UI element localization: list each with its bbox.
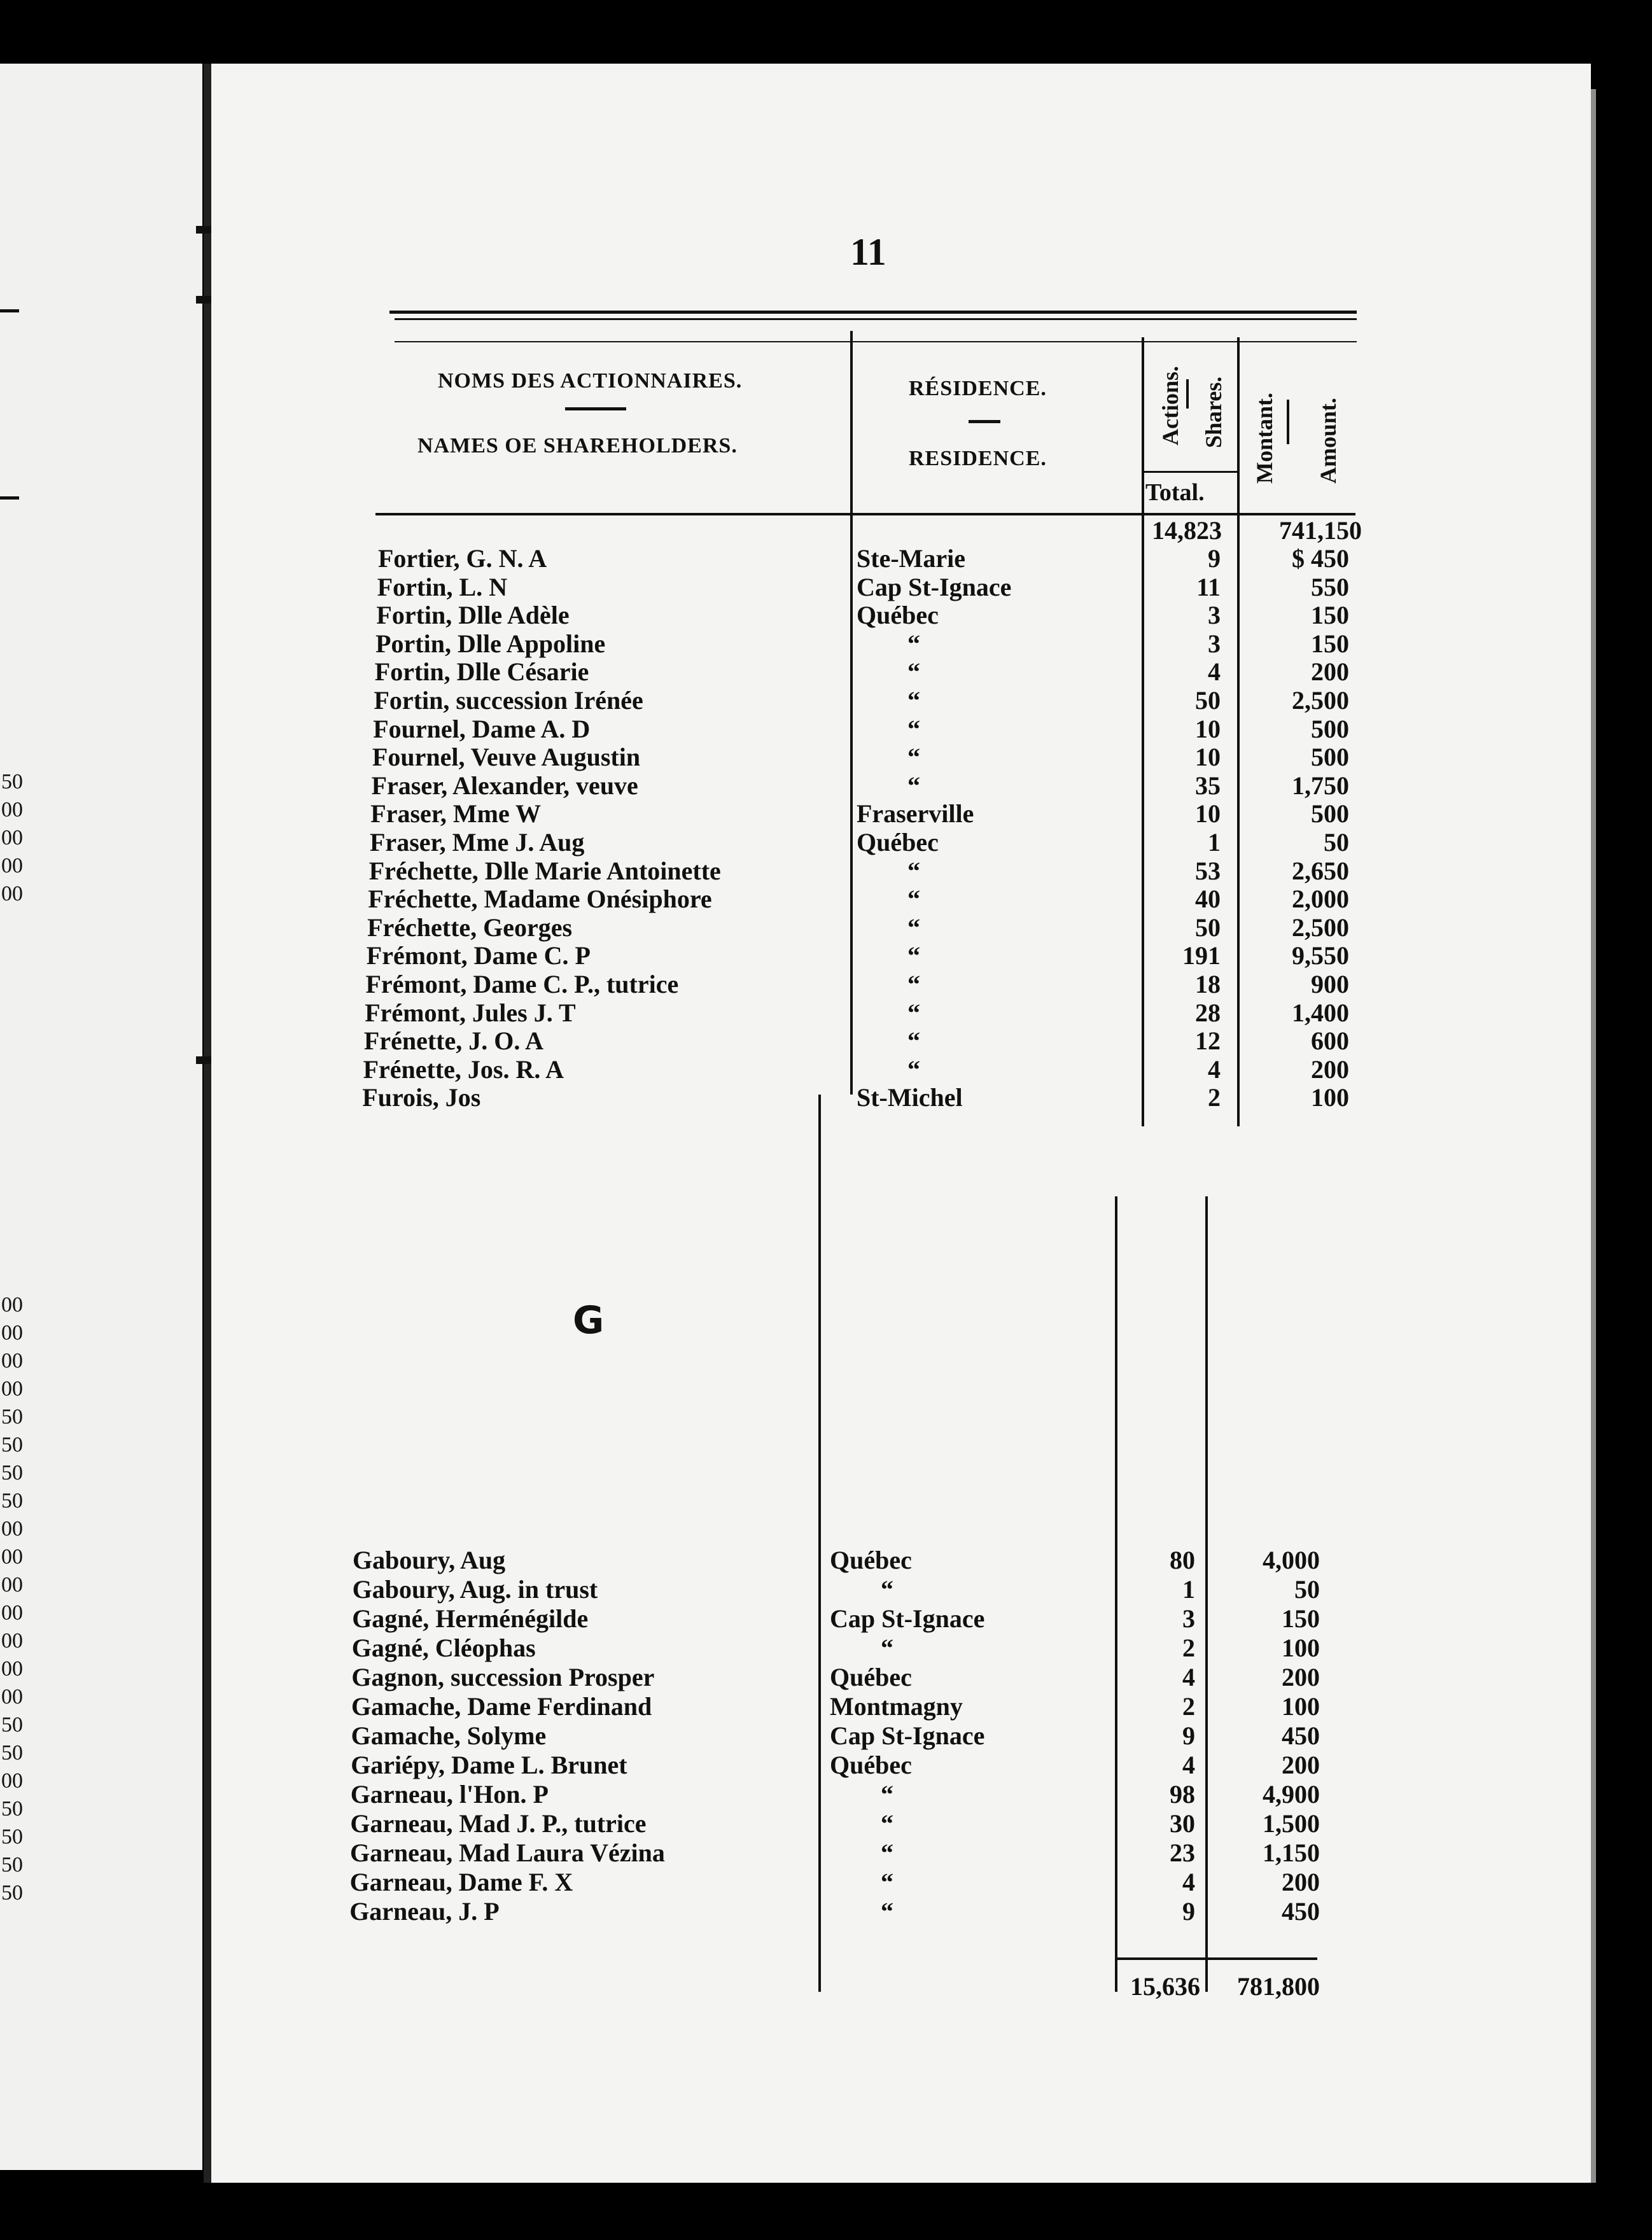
facing-page-fragment: 00 xyxy=(1,1321,23,1345)
facing-page-fragment: 50 xyxy=(1,1825,23,1849)
shareholder-residence: “ xyxy=(907,657,920,687)
shareholder-row xyxy=(375,630,1355,659)
shareholder-residence: “ xyxy=(907,941,920,970)
header-rule-second xyxy=(395,318,1357,320)
header-amount: Amount. xyxy=(1315,397,1341,484)
carried-forward-amount: 741,150 xyxy=(1279,516,1362,545)
shareholder-residence: “ xyxy=(907,856,920,885)
shareholder-residence: Cap St-Ignace xyxy=(829,1721,985,1750)
shareholder-name: Furois, Jos xyxy=(362,1083,481,1112)
shareholder-amount: 200 xyxy=(1281,1868,1320,1896)
shareholder-amount: 500 xyxy=(1310,799,1349,829)
facing-page-rule xyxy=(0,496,19,500)
facing-page-fragment: 50 xyxy=(1,1881,23,1905)
shareholder-name: Fortin, succession Irénée xyxy=(374,686,643,715)
shareholder-row xyxy=(352,1605,1330,1634)
shareholder-shares: 2 xyxy=(1182,1692,1195,1721)
total-label-rule xyxy=(1142,471,1237,473)
shareholder-shares: 4 xyxy=(1182,1663,1195,1691)
header-dash xyxy=(1186,379,1189,409)
shareholder-name: Fréchette, Dlle Marie Antoinette xyxy=(368,856,721,885)
facing-page-fragment: 00 xyxy=(1,1657,23,1681)
shareholder-name: Fortin, L. N xyxy=(377,572,508,601)
shareholder-residence: “ xyxy=(907,885,920,914)
shareholder-residence: “ xyxy=(907,913,920,942)
facing-page-fragment: 00 xyxy=(1,1545,23,1569)
shareholder-row xyxy=(349,1898,1330,1927)
shareholder-name: Fraser, Alexander, veuve xyxy=(371,771,638,800)
shareholder-row xyxy=(363,1056,1355,1085)
shareholder-shares: 53 xyxy=(1194,856,1221,885)
shareholder-name: Fréchette, Georges xyxy=(367,913,573,942)
shareholder-residence: Ste-Marie xyxy=(857,544,966,573)
shareholder-shares: 80 xyxy=(1170,1546,1195,1574)
shareholder-amount: 200 xyxy=(1281,1663,1320,1691)
shareholder-amount: 1,750 xyxy=(1291,771,1349,800)
facing-page-fragment: 00 xyxy=(1,882,23,906)
shareholder-row xyxy=(350,1839,1330,1868)
header-total: Total. xyxy=(1145,479,1205,506)
facing-page-fragment: 00 xyxy=(1,1377,23,1401)
shareholder-amount: 600 xyxy=(1310,1026,1349,1056)
shareholder-name: Garneau, Mad J. P., tutrice xyxy=(350,1809,647,1838)
shareholder-residence: St-Michel xyxy=(856,1083,963,1112)
shareholder-shares: 11 xyxy=(1196,572,1221,601)
header-rule-third xyxy=(395,341,1357,342)
shareholder-name: Garneau, J. P xyxy=(349,1897,500,1926)
facing-page-fragment: 00 xyxy=(1,1685,23,1709)
total-amount: 781,800 xyxy=(1237,1972,1320,2001)
shareholder-amount: 2,500 xyxy=(1292,686,1349,715)
shareholder-name: Frémont, Dame C. P., tutrice xyxy=(365,970,679,998)
shareholder-row xyxy=(372,772,1355,801)
shareholder-name: Fraser, Mme W xyxy=(370,799,541,829)
shareholder-name: Portin, Dlle Appoline xyxy=(375,629,606,658)
shareholder-amount: 1,500 xyxy=(1262,1809,1320,1838)
facing-page xyxy=(0,64,202,2170)
shareholder-row xyxy=(366,970,1356,1000)
shareholder-name: Gamache, Solyme xyxy=(351,1721,547,1750)
shareholder-name: Gaboury, Aug xyxy=(353,1546,506,1574)
shareholder-residence: Québec xyxy=(857,828,939,857)
facing-page-fragment: 50 xyxy=(1,1433,23,1457)
shareholder-amount: 1,150 xyxy=(1263,1838,1320,1867)
shareholder-row xyxy=(372,743,1355,773)
header-actions: Actions. xyxy=(1158,366,1183,445)
shareholder-row xyxy=(352,1634,1330,1663)
shareholder-residence: “ xyxy=(907,686,920,715)
facing-page-fragment: 00 xyxy=(1,826,23,850)
shareholder-shares: 191 xyxy=(1182,941,1221,970)
shareholder-shares: 9 xyxy=(1208,544,1221,573)
shareholder-name: Garneau, Dame F. X xyxy=(349,1868,573,1896)
shareholder-shares: 4 xyxy=(1182,1868,1195,1896)
shareholder-name: Fortin, Dlle Césarie xyxy=(374,657,589,687)
total-rule xyxy=(1115,1957,1205,1960)
shareholder-shares: 9 xyxy=(1182,1897,1195,1926)
shareholder-residence: Montmagny xyxy=(830,1692,963,1721)
shareholder-row xyxy=(351,1722,1330,1751)
header-dash xyxy=(969,420,1000,423)
shareholder-shares: 35 xyxy=(1194,771,1221,800)
facing-page-fragment: 50 xyxy=(1,1405,23,1429)
header-dash xyxy=(1287,400,1289,444)
facing-page-fragment: 50 xyxy=(1,1853,23,1877)
facing-page-fragment: 00 xyxy=(1,1517,23,1541)
shareholder-residence: “ xyxy=(880,1809,893,1838)
shareholder-shares: 3 xyxy=(1207,601,1221,630)
shareholder-amount: 200 xyxy=(1281,1751,1320,1779)
facing-page-fragment: 50 xyxy=(1,1797,23,1821)
total-rule xyxy=(1208,1957,1317,1960)
shareholder-residence: Cap St-Ignace xyxy=(856,572,1012,601)
shareholder-shares: 28 xyxy=(1194,998,1221,1027)
facing-page-fragment: 50 xyxy=(1,1461,23,1485)
shareholder-row xyxy=(353,1576,1330,1605)
shareholder-residence: Québec xyxy=(856,601,939,630)
shareholder-name: Gaboury, Aug. in trust xyxy=(352,1575,598,1604)
shareholder-amount: 900 xyxy=(1311,970,1349,998)
shareholder-shares: 2 xyxy=(1182,1634,1195,1662)
shareholder-name: Gagné, Herménégilde xyxy=(352,1604,589,1633)
shareholder-amount: 2,500 xyxy=(1291,913,1349,942)
shareholder-amount: 100 xyxy=(1310,1083,1349,1112)
shareholder-residence: “ xyxy=(907,714,920,743)
shareholder-amount: 200 xyxy=(1310,657,1349,687)
shareholder-amount: 50 xyxy=(1324,828,1349,857)
shareholder-name: Gariépy, Dame L. Brunet xyxy=(351,1751,627,1779)
shareholder-name: Garneau, l'Hon. P xyxy=(350,1780,549,1809)
shareholder-amount: 150 xyxy=(1310,629,1349,658)
shareholder-shares: 2 xyxy=(1207,1083,1221,1112)
shareholder-row xyxy=(367,914,1355,943)
shareholder-shares: 10 xyxy=(1194,743,1221,772)
shareholder-amount: 1,400 xyxy=(1291,998,1349,1027)
shareholder-amount: 550 xyxy=(1310,572,1349,601)
shareholder-shares: 18 xyxy=(1195,970,1221,998)
facing-page-rule xyxy=(0,309,19,312)
shareholder-row xyxy=(353,1546,1330,1576)
shareholder-shares: 30 xyxy=(1169,1809,1195,1838)
shareholder-amount: $ 450 xyxy=(1292,544,1349,573)
section-letter-g: G xyxy=(573,1298,605,1343)
facing-page-fragment: 50 xyxy=(1,1489,23,1513)
shareholder-residence: “ xyxy=(907,743,920,772)
facing-page-fragment: 50 xyxy=(1,1741,23,1765)
binding-stitch xyxy=(196,226,213,234)
header-residence-en: RESIDENCE. xyxy=(909,447,1047,470)
shareholder-amount: 450 xyxy=(1281,1897,1320,1926)
shareholder-shares: 12 xyxy=(1194,1026,1221,1056)
shareholder-shares: 98 xyxy=(1169,1780,1195,1809)
header-residence-fr: RÉSIDENCE. xyxy=(909,377,1047,400)
shareholder-amount: 500 xyxy=(1310,714,1349,743)
binding-stitch xyxy=(196,296,213,304)
header-names-fr: NOMS DES ACTIONNAIRES. xyxy=(438,369,743,393)
shareholder-amount: 100 xyxy=(1281,1634,1320,1662)
header-rule-top xyxy=(389,311,1357,314)
page-number: 11 xyxy=(850,231,886,273)
facing-page-fragment: 00 xyxy=(1,854,23,878)
binding-stitch xyxy=(196,1056,213,1064)
total-shares: 15,636 xyxy=(1130,1972,1200,2001)
facing-page-fragment: 00 xyxy=(1,1293,23,1317)
shareholder-residence: Québec xyxy=(829,1663,912,1691)
shareholder-row xyxy=(351,1663,1330,1693)
facing-page-fragment: 00 xyxy=(1,1573,23,1597)
header-bottom-rule xyxy=(375,513,1355,515)
shareholder-shares: 10 xyxy=(1194,799,1221,829)
shareholder-name: Fournel, Dame A. D xyxy=(373,714,591,743)
carried-forward-shares: 14,823 xyxy=(1152,516,1222,545)
shareholder-name: Fréchette, Madame Onésiphore xyxy=(368,885,712,914)
shareholder-row xyxy=(350,1810,1330,1839)
shareholder-row xyxy=(376,601,1355,631)
shareholder-amount: 500 xyxy=(1310,743,1349,772)
shareholder-name: Gamache, Dame Ferdinand xyxy=(351,1692,652,1721)
shareholder-residence: “ xyxy=(880,1634,893,1662)
shareholder-residence: “ xyxy=(880,1780,893,1809)
shareholder-shares: 3 xyxy=(1182,1604,1195,1633)
shareholder-name: Gagnon, succession Prosper xyxy=(351,1663,655,1691)
shareholder-row xyxy=(378,545,1355,574)
shareholder-amount: 2,000 xyxy=(1291,885,1349,914)
shareholder-name: Frénette, Jos. R. A xyxy=(363,1054,564,1084)
carried-forward-row xyxy=(1139,517,1368,546)
shareholder-row xyxy=(370,829,1355,858)
shareholder-residence: “ xyxy=(881,1838,893,1867)
header-dash xyxy=(565,407,626,410)
shareholder-row xyxy=(374,687,1356,716)
shareholder-name: Gagné, Cléophas xyxy=(351,1634,536,1662)
facing-page-fragment: 00 xyxy=(1,1769,23,1793)
shareholder-row xyxy=(370,800,1355,829)
shareholder-residence: “ xyxy=(907,1026,920,1056)
shareholder-residence: Fraserville xyxy=(856,799,974,829)
shareholder-shares: 50 xyxy=(1195,686,1221,715)
shareholder-shares: 1 xyxy=(1208,828,1221,857)
shareholder-shares: 4 xyxy=(1182,1751,1195,1779)
shareholder-shares: 4 xyxy=(1207,657,1221,687)
shareholder-amount: 150 xyxy=(1310,601,1349,630)
shareholder-row xyxy=(351,1693,1330,1722)
shareholder-residence: “ xyxy=(907,629,920,658)
shareholder-row xyxy=(351,1751,1330,1781)
shareholder-row xyxy=(375,658,1355,687)
shareholder-name: Frémont, Dame C. P xyxy=(366,941,591,970)
facing-page-fragment: 50 xyxy=(1,1713,23,1737)
shareholder-residence: “ xyxy=(880,1897,893,1926)
facing-page-fragment: 00 xyxy=(1,1349,23,1373)
shareholder-name: Garneau, Mad Laura Vézina xyxy=(350,1838,665,1867)
shareholder-name: Fraser, Mme J. Aug xyxy=(370,828,585,857)
shareholder-amount: 100 xyxy=(1282,1692,1320,1721)
facing-page-fragment: 00 xyxy=(1,798,23,822)
header-shares: Shares. xyxy=(1201,376,1226,448)
facing-page-fragment: 00 xyxy=(1,1629,23,1653)
shareholder-residence: Cap St-Ignace xyxy=(829,1604,985,1633)
shareholder-residence: “ xyxy=(907,771,920,800)
shareholder-shares: 4 xyxy=(1207,1054,1221,1084)
shareholder-row xyxy=(364,1027,1355,1056)
shareholder-shares: 3 xyxy=(1207,629,1221,658)
facing-page-fragment: 50 xyxy=(1,770,23,794)
shareholder-shares: 9 xyxy=(1182,1721,1195,1750)
shareholder-amount: 150 xyxy=(1281,1604,1320,1633)
facing-page-fragment: 00 xyxy=(1,1601,23,1625)
shareholder-name: Fournel, Veuve Augustin xyxy=(372,743,641,772)
shareholder-residence: “ xyxy=(907,970,920,998)
shareholder-row xyxy=(369,857,1355,886)
shareholder-row xyxy=(377,573,1355,603)
shareholder-row xyxy=(362,1084,1355,1113)
shareholder-row xyxy=(351,1781,1330,1810)
header-montant: Montant. xyxy=(1252,393,1277,484)
shareholder-amount: 4,900 xyxy=(1262,1780,1320,1809)
header-names-en: NAMES OE SHAREHOLDERS. xyxy=(417,434,738,458)
shareholder-residence: “ xyxy=(907,1054,920,1084)
shareholder-shares: 23 xyxy=(1170,1838,1195,1867)
shareholder-amount: 4,000 xyxy=(1263,1546,1320,1574)
shareholder-residence: “ xyxy=(880,1868,893,1896)
shareholder-row xyxy=(350,1868,1330,1898)
shareholder-amount: 50 xyxy=(1294,1575,1320,1604)
shareholder-amount: 200 xyxy=(1310,1054,1349,1084)
shareholder-name: Frénette, J. O. A xyxy=(363,1026,544,1056)
shareholder-amount: 2,650 xyxy=(1291,856,1349,885)
shareholder-amount: 450 xyxy=(1281,1721,1320,1750)
shareholder-residence: “ xyxy=(907,998,920,1027)
shareholder-shares: 10 xyxy=(1194,714,1221,743)
shareholder-row xyxy=(373,715,1355,745)
shareholder-name: Fortier, G. N. A xyxy=(378,544,547,573)
shareholder-row xyxy=(368,885,1355,914)
shareholder-shares: 40 xyxy=(1194,885,1221,914)
shareholder-row xyxy=(367,942,1355,971)
shareholder-shares: 1 xyxy=(1182,1575,1195,1604)
shareholder-name: Frémont, Jules J. T xyxy=(365,998,576,1027)
shareholder-row xyxy=(365,999,1355,1028)
shareholder-amount: 9,550 xyxy=(1291,941,1349,970)
shareholder-residence: Québec xyxy=(829,1751,912,1779)
shareholder-name: Fortin, Dlle Adèle xyxy=(376,601,570,630)
shareholder-residence: “ xyxy=(880,1575,893,1604)
shareholder-residence: Québec xyxy=(830,1546,912,1574)
shareholder-shares: 50 xyxy=(1194,913,1221,942)
